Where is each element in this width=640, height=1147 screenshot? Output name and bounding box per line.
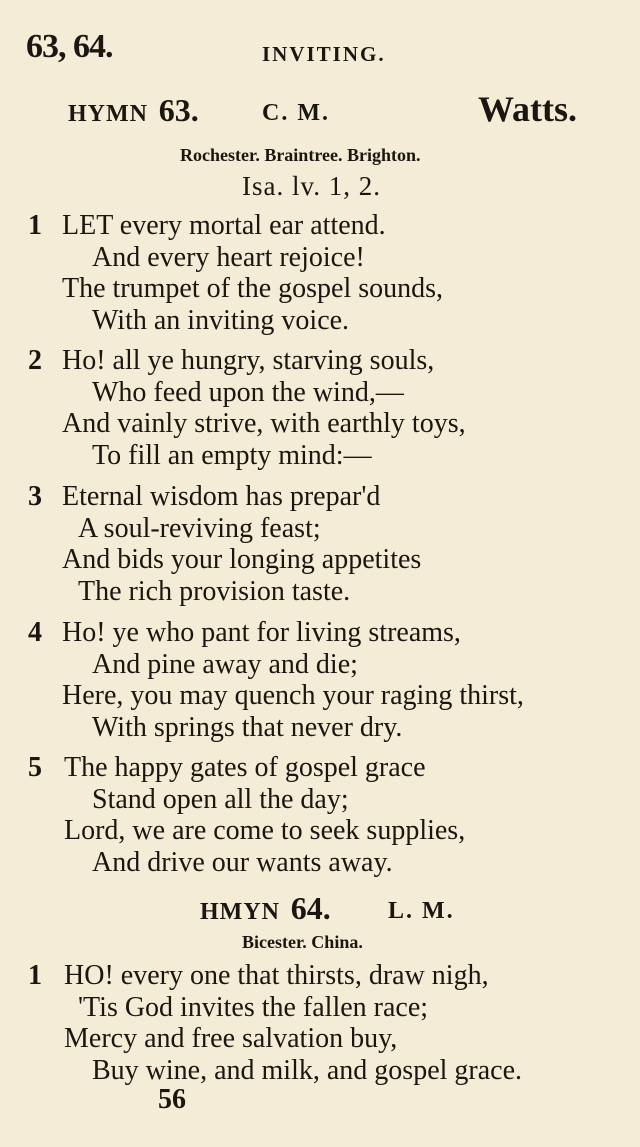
verse-line: Buy wine, and milk, and gospel grace. bbox=[92, 1055, 523, 1086]
verse-line: And bids your longing appetites bbox=[62, 544, 422, 575]
verse-line: HO! every one that thirsts, draw nigh, bbox=[64, 960, 489, 991]
running-title: INVITING. bbox=[262, 42, 386, 66]
hymn-label: HMYN bbox=[200, 899, 280, 925]
verse-line: With an inviting voice. bbox=[92, 305, 350, 336]
hymn-64-meter: L. M. bbox=[388, 898, 455, 924]
hymn-63-meter: C. M. bbox=[262, 100, 330, 126]
hymn-63-scripture: Isa. lv. 1, 2. bbox=[242, 171, 381, 201]
verse-line: LET every mortal ear attend. bbox=[62, 210, 386, 241]
verse-line: With springs that never dry. bbox=[92, 712, 403, 743]
running-hymn-numbers: 63, 64. bbox=[26, 28, 113, 65]
verse-line: The happy gates of gospel grace bbox=[64, 752, 426, 783]
stanza-number: 2 bbox=[28, 345, 42, 376]
verse-line: Here, you may quench your raging thirst, bbox=[62, 680, 524, 711]
hymn-63-author: Watts. bbox=[478, 89, 577, 129]
page-number: 56 bbox=[158, 1084, 186, 1115]
hymn-number: 64. bbox=[290, 890, 331, 926]
verse-line: The rich provision taste. bbox=[78, 576, 351, 607]
verse-line: Stand open all the day; bbox=[92, 784, 349, 815]
hymn-64-tunes: Bicester. China. bbox=[242, 932, 363, 952]
verse-line: And pine away and die; bbox=[92, 649, 358, 680]
stanza-number: 1 bbox=[28, 210, 42, 241]
hymn-63-tunes: Rochester. Braintree. Brighton. bbox=[180, 145, 421, 165]
verse-line: To fill an empty mind:— bbox=[92, 440, 372, 471]
verse-line: A soul-reviving feast; bbox=[78, 513, 321, 544]
verse-line: Ho! ye who pant for living streams, bbox=[62, 617, 461, 648]
hymn-63-heading bbox=[68, 92, 199, 129]
verse-line: Ho! all ye hungry, starving souls, bbox=[62, 345, 435, 376]
stanza-number: 1 bbox=[28, 960, 42, 991]
hymn-number: 63. bbox=[158, 92, 199, 128]
verse-line: The trumpet of the gospel sounds, bbox=[62, 273, 444, 304]
verse-line: And vainly strive, with earthly toys, bbox=[62, 408, 466, 439]
verse-line: Eternal wisdom has prepar'd bbox=[62, 481, 381, 512]
verse-line: Who feed upon the wind,— bbox=[92, 377, 404, 408]
verse-line: Mercy and free salvation buy, bbox=[64, 1023, 398, 1054]
hymn-64-heading bbox=[200, 890, 331, 927]
verse-line: And drive our wants away. bbox=[92, 847, 393, 878]
hymn-label: HYMN bbox=[68, 101, 148, 127]
verse-line: 'Tis God invites the fallen race; bbox=[78, 992, 429, 1023]
stanza-number: 5 bbox=[28, 752, 42, 783]
stanza-number: 4 bbox=[28, 617, 42, 648]
verse-line: And every heart rejoice! bbox=[92, 242, 365, 273]
stanza-number: 3 bbox=[28, 481, 42, 512]
verse-line: Lord, we are come to seek supplies, bbox=[64, 815, 466, 846]
